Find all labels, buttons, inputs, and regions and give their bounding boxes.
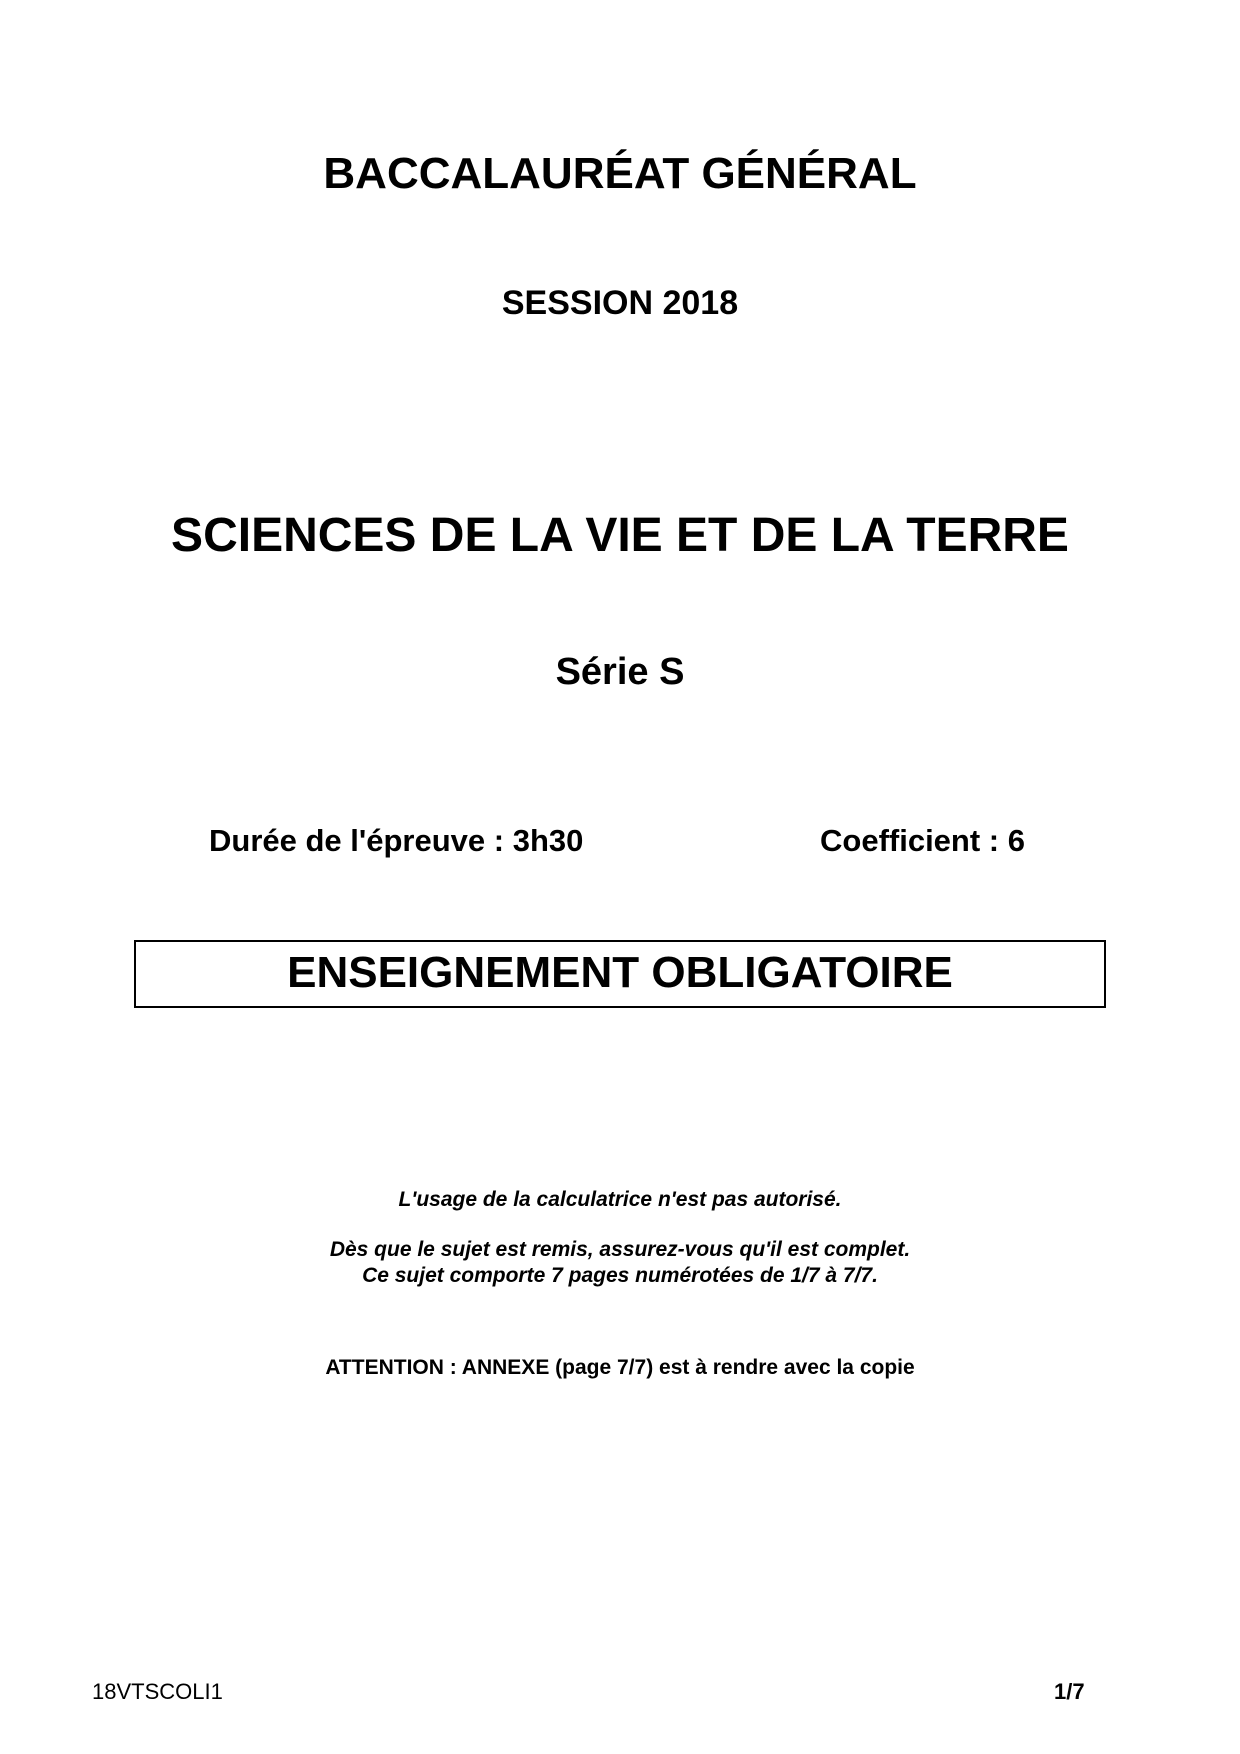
exam-duration: Durée de l'épreuve : 3h30 — [209, 823, 584, 858]
footer-subject-code: 18VTSCOLI1 — [92, 1679, 223, 1704]
section-box-title: ENSEIGNEMENT OBLIGATOIRE — [134, 940, 1106, 1008]
annex-attention-notice: ATTENTION : ANNEXE (page 7/7) est à rendre avec la copie — [325, 1356, 915, 1379]
completeness-notice: Dès que le sujet est remis, assurez-vous qu'il est complet. — [329, 1238, 911, 1261]
page-count-notice: Ce sujet comporte 7 pages numérotées de 1/7 à 7/7. — [362, 1264, 878, 1287]
session-label: SESSION 2018 — [501, 284, 739, 322]
calculator-notice: L'usage de la calculatrice n'est pas autorisé. — [398, 1188, 842, 1211]
main-title: BACCALAURÉAT GÉNÉRAL — [323, 149, 917, 198]
serie-label: Série S — [555, 651, 685, 693]
exam-coefficient: Coefficient : 6 — [820, 823, 1025, 858]
footer-page-number: 1/7 — [1054, 1679, 1085, 1704]
subject-title: SCIENCES DE LA VIE ET DE LA TERRE — [171, 509, 1069, 562]
